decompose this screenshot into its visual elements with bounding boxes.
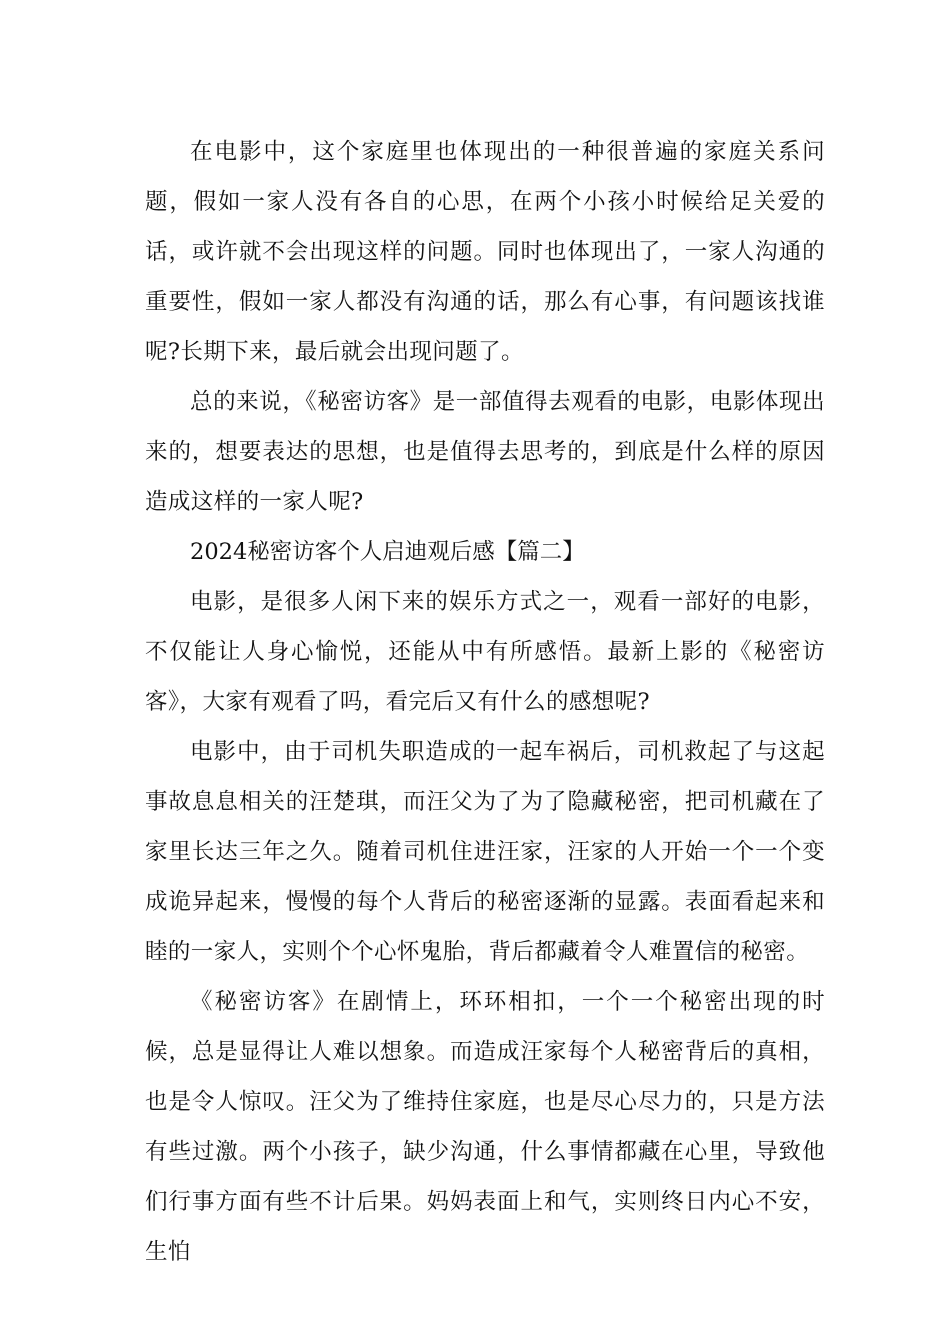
paragraph-plot: 电影中，由于司机失职造成的一起车祸后，司机救起了与这起事故息息相关的汪楚琪，而汪父为了为了隐藏秘密，把司机藏在了家里长达三年之久。随着司机住进汪家，汪家的人开始一个一个变成诡异起来，慢慢的每个人背后的秘密逐渐的显露。表面看起来和睦的一家人，实则个个心怀鬼胎，背后都藏着令人难置信的秘密。 [145,739,825,965]
paragraph-review: 《秘密访客》在剧情上，环环相扣，一个一个秘密出现的时候，总是显得让人难以想象。而造成汪家每个人秘密背后的真相，也是令人惊叹。汪父为了维持住家庭，也是尽心尽力的，只是方法有些过激。两个小孩子，缺少沟通，什么事情都藏在心里，导致他们行事方面有些不计后果。妈妈表面上和气，实则终日内心不安，生怕 [145,989,825,1265]
section-heading: 2024秘密访客个人启迪观后感【篇二】 [190,539,585,565]
document-body [145,127,825,1277]
paragraph-family-problem: 在电影中，这个家庭里也体现出的一种很普遍的家庭关系问题，假如一家人没有各自的心思，在两个小孩小时候给足关爱的话，或许就不会出现这样的问题。同时也体现出了，一家人沟通的重要性，假如一家人都没有沟通的话，那么有心事，有问题该找谁呢?长期下来，最后就会出现问题了。 [145,139,825,365]
paragraph-intro: 电影，是很多人闲下来的娱乐方式之一，观看一部好的电影，不仅能让人身心愉悦，还能从中有所感悟。最新上影的《秘密访客》，大家有观看了吗，看完后又有什么的感想呢? [145,589,825,715]
paragraph-summary: 总的来说，《秘密访客》是一部值得去观看的电影，电影体现出来的，想要表达的思想，也是值得去思考的，到底是什么样的原因造成这样的一家人呢? [145,389,825,515]
